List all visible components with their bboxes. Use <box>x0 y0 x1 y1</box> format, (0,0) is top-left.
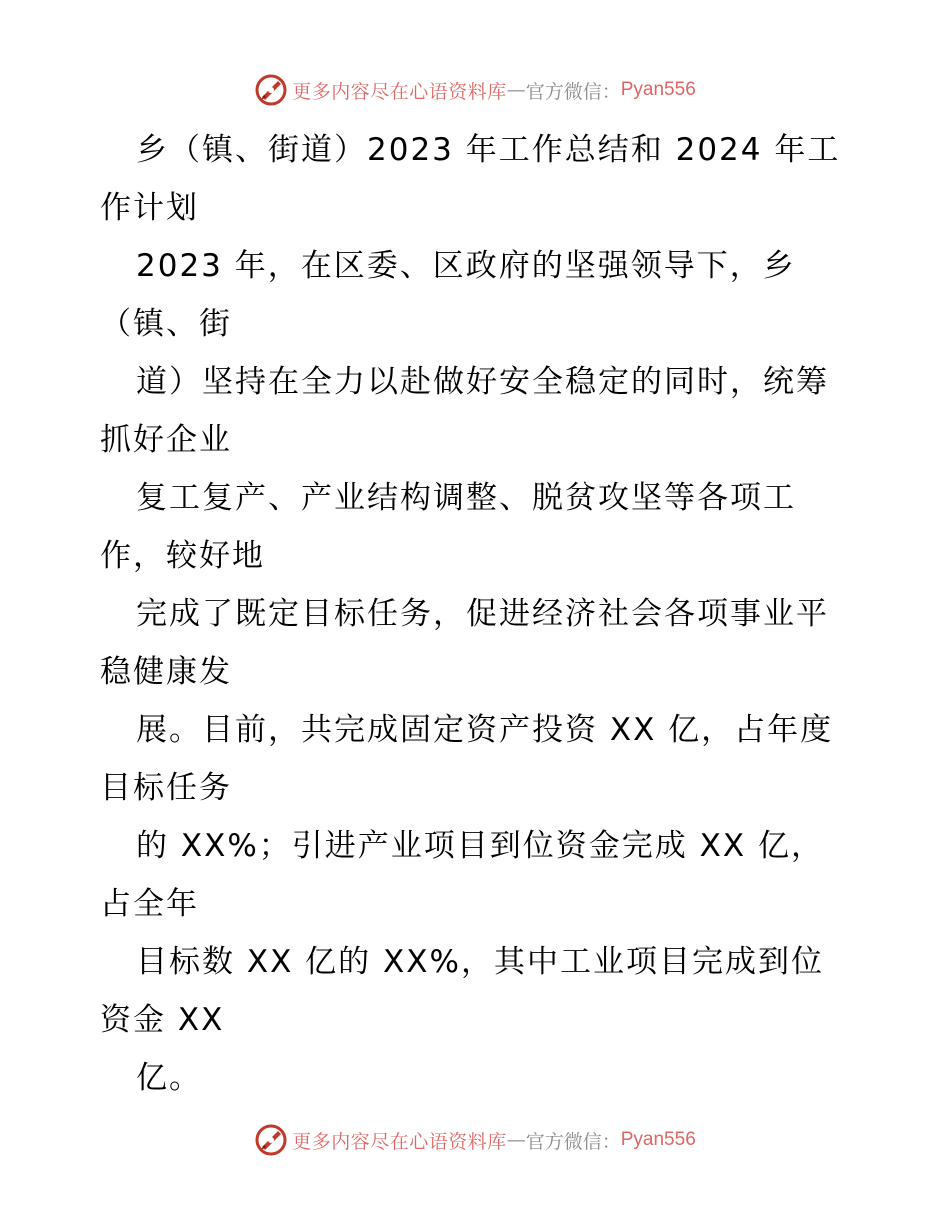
banner-text: 更多内容尽在心语资料库 <box>292 80 507 103</box>
banner-separator: — <box>506 1129 526 1151</box>
banner-wechat-id: Pyan556 <box>620 79 696 100</box>
paragraph-line: 资金 XX <box>100 1002 225 1038</box>
logo-icon <box>254 73 288 107</box>
paragraph-line: 稳健康发 <box>100 654 232 690</box>
header-banner <box>0 70 950 110</box>
paragraph-line: 复工复产、产业结构调整、脱贫攻坚等各项工 <box>136 480 796 516</box>
banner-wechat-label: 官方微信： <box>525 80 621 103</box>
banner-separator: — <box>506 79 526 101</box>
banner-wechat-label: 官方微信： <box>525 1130 621 1153</box>
document-title-line-2: 作计划 <box>100 190 199 226</box>
logo-icon <box>254 1123 288 1157</box>
paragraph-line: 亿。 <box>136 1060 202 1096</box>
paragraph-line: 的 XX%；引进产业项目到位资金完成 XX 亿， <box>136 828 824 864</box>
banner-wechat-id: Pyan556 <box>620 1129 696 1150</box>
paragraph-line: （镇、街 <box>100 306 232 342</box>
paragraph-line: 目标数 XX 亿的 XX%，其中工业项目完成到位 <box>136 944 824 980</box>
paragraph-line: 2023 年，在区委、区政府的坚强领导下，乡 <box>136 248 796 284</box>
paragraph-line: 作，较好地 <box>100 538 265 574</box>
paragraph-line: 占全年 <box>100 886 199 922</box>
paragraph-line: 完成了既定目标任务，促进经济社会各项事业平 <box>136 596 829 632</box>
paragraph-line: 展。目前，共完成固定资产投资 XX 亿，占年度 <box>136 712 834 748</box>
document-title-line-1: 乡（镇、街道）2023 年工作总结和 2024 年工 <box>136 132 841 168</box>
banner-text: 更多内容尽在心语资料库 <box>292 1130 507 1153</box>
paragraph-line: 目标任务 <box>100 770 232 806</box>
paragraph-line: 抓好企业 <box>100 422 232 458</box>
paragraph-line: 道）坚持在全力以赴做好安全稳定的同时，统筹 <box>136 364 829 400</box>
footer-banner <box>0 1120 950 1160</box>
